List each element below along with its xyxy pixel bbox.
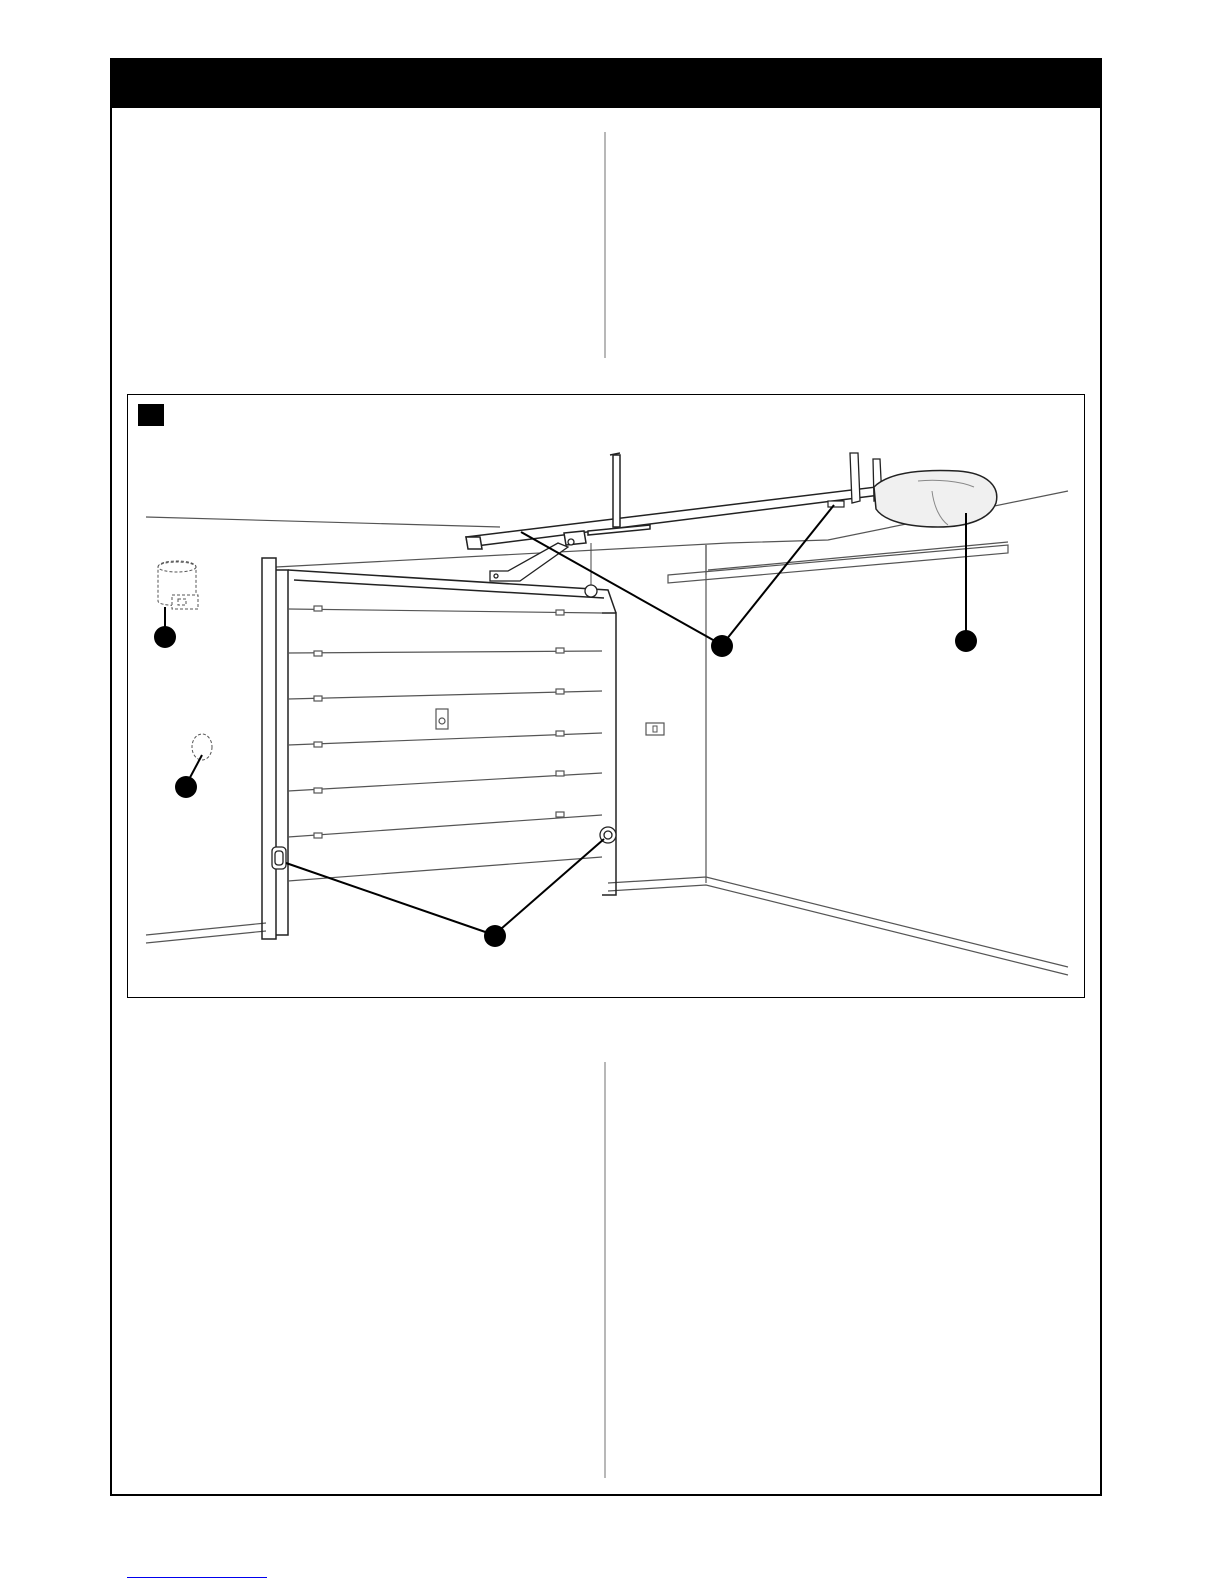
garage-illustration [128, 395, 1085, 998]
rail-carriage [828, 501, 844, 507]
wall-button-rocker [653, 726, 657, 732]
callout-markers [154, 626, 977, 947]
footer-link-underline[interactable] [127, 1577, 267, 1578]
opener-rail [466, 453, 880, 549]
callout-key-selector [175, 776, 197, 798]
warning-light [158, 561, 198, 609]
sectional-door [288, 606, 602, 881]
callout-motor [955, 630, 977, 652]
photocells [272, 827, 616, 869]
release-handle [585, 585, 597, 597]
door-arm [490, 539, 574, 581]
garage-structure [146, 491, 1068, 975]
callout-rail [711, 635, 733, 657]
column-divider-bottom [604, 1062, 606, 1478]
callout-flashing-light [154, 626, 176, 648]
figure-number-box [138, 404, 164, 426]
callout-photocells [484, 925, 506, 947]
header-bar [110, 58, 1102, 108]
column-divider-top [604, 132, 606, 358]
motor-unit [874, 471, 997, 527]
installation-figure [127, 394, 1085, 998]
